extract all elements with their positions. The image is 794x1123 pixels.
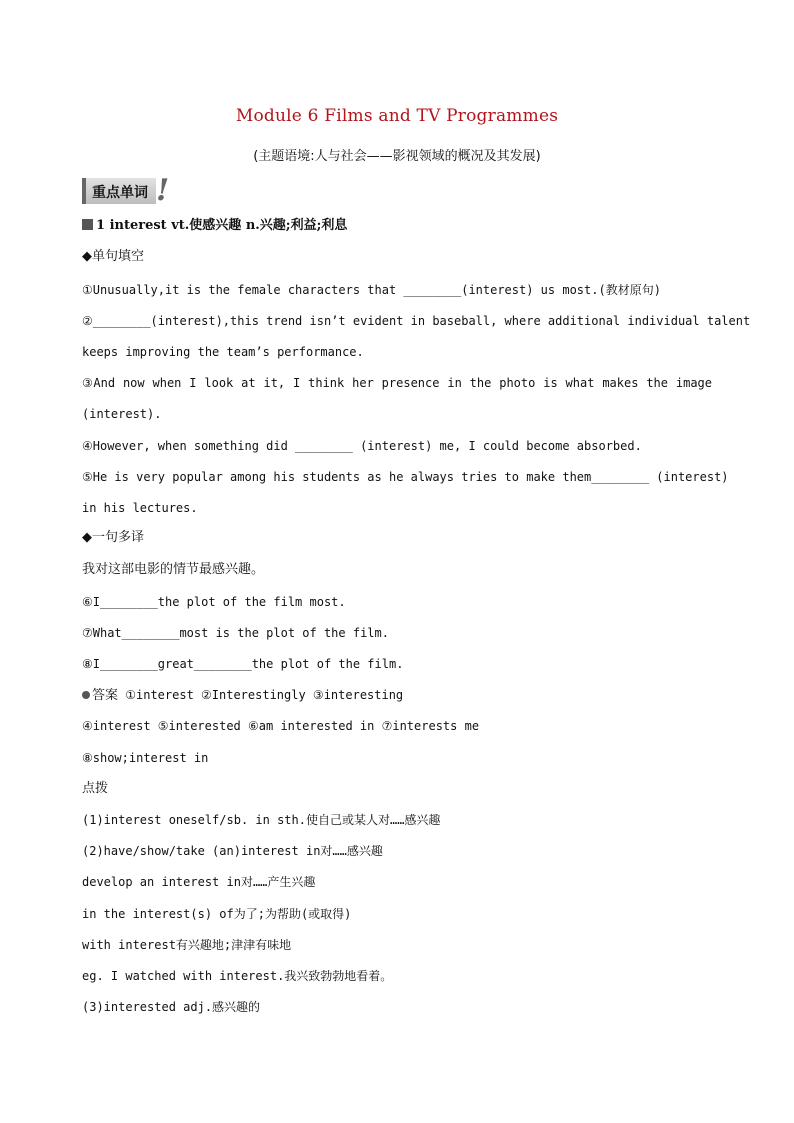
answer-label: 答案: [92, 688, 119, 703]
answer-line-1: [82, 687, 722, 704]
word-heading-text: 1 interest vt.使感兴趣 n.兴趣;利益;利息: [96, 218, 348, 233]
answer-dot-icon: [82, 691, 90, 699]
translate-item-7: ⑦What________most is the plot of the film.: [82, 626, 389, 640]
answer-line-2: ④interest ⑤interested ⑥am interested in ⑦interests me: [82, 719, 480, 733]
fill-item-4: ④However, when something did ________ (interest) me, I could become absorbed.: [82, 439, 642, 453]
tip-1: (1)interest oneself/sb. in sth.使自己或某人对……感兴趣: [82, 813, 441, 827]
exclamation-icon: !: [156, 173, 170, 208]
section-badge-label: 重点单词: [92, 185, 148, 201]
tip-3: develop an interest in对……产生兴趣: [82, 875, 316, 889]
page-title: Module 6 Films and TV Programmes: [235, 106, 559, 126]
tips-heading: 点拨: [82, 781, 109, 796]
fill-item-1: ①Unusually,it is the female characters that ________(interest) us most.(教材原句): [82, 283, 661, 297]
fill-item-3: ③And now when I look at it, I think her presence in the photo is what makes the image: [82, 376, 712, 390]
fill-item-5-cont: in his lectures.: [82, 501, 198, 515]
tip-2: (2)have/show/take (an)interest in对……感兴趣: [82, 844, 383, 858]
page-subtitle: (主题语境:人与社会——影视领域的概况及其发展): [253, 149, 541, 164]
word-heading: [82, 218, 722, 234]
tip-7: (3)interested adj.感兴趣的: [82, 1000, 261, 1014]
tip-4: in the interest(s) of为了;为帮助(或取得): [82, 907, 352, 921]
answer-text-1: ①interest ②Interestingly ③interesting: [125, 688, 404, 702]
translate-item-6: ⑥I________the plot of the film most.: [82, 595, 346, 609]
translate-prompt: 我对这部电影的情节最感兴趣。: [82, 562, 265, 577]
translate-heading: ◆一句多译: [82, 530, 144, 545]
answer-line-3: ⑧show;interest in: [82, 751, 209, 765]
fill-heading: ◆单句填空: [82, 249, 144, 264]
tip-6: eg. I watched with interest.我兴致勃勃地看着。: [82, 969, 393, 983]
fill-item-3-cont: (interest).: [82, 407, 162, 421]
square-bullet-icon: [82, 219, 93, 230]
tip-5: with interest有兴趣地;津津有味地: [82, 938, 292, 952]
section-badge: [82, 173, 170, 208]
fill-item-2-cont: keeps improving the team’s performance.: [82, 345, 364, 359]
fill-item-5: ⑤He is very popular among his students as he always tries to make them________ (interest): [82, 470, 729, 484]
translate-item-8: ⑧I________great________the plot of the film.: [82, 657, 404, 671]
fill-item-2: ②________(interest),this trend isn’t evident in baseball, where additional individual talent: [82, 314, 751, 328]
